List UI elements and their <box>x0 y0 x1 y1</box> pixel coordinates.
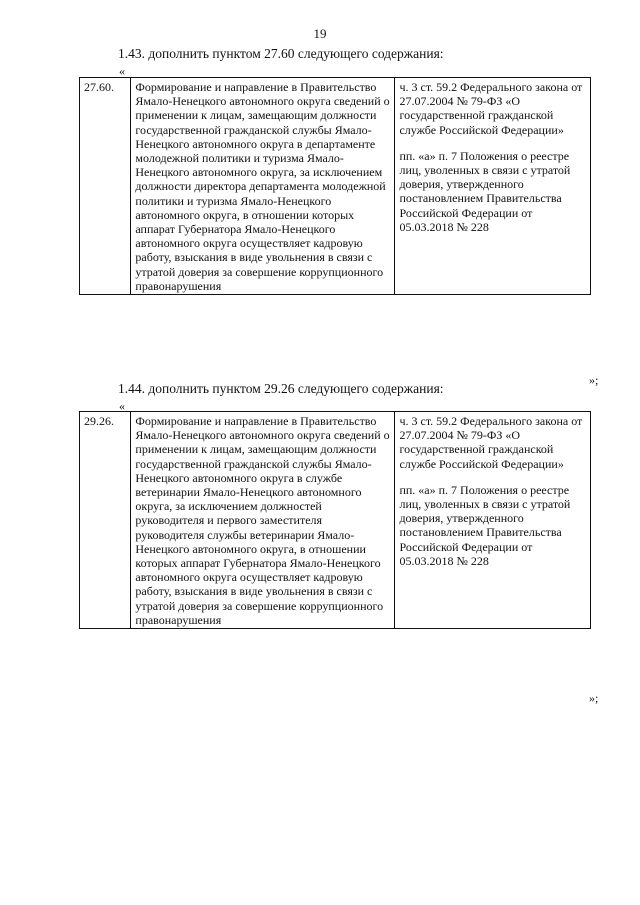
item-number-cell: 29.26. <box>80 412 131 629</box>
page-number: 19 <box>313 26 327 41</box>
legal-basis-law: ч. 3 ст. 59.2 Федерального закона от 27.07.2004 № 79-ФЗ «О государственной гражданской службе Российской Федерации» <box>399 414 583 471</box>
legal-basis-law: ч. 3 ст. 59.2 Федерального закона от 27.07.2004 № 79-ФЗ «О государственной гражданской службе Российской Федерации» <box>399 80 583 137</box>
closing-quote: »; <box>589 373 599 387</box>
opening-quote: « <box>119 64 125 78</box>
item-description-cell: Формирование и направление в Правительство Ямало-Ненецкого автономного округа сведений о применении к лицам, замещающим должности государственной гражданской службы Ямало-Ненецкого автономного округа в департаменте молодежной политики и туризма Ямало-Ненецкого автономного округа, за исключением должности директора департамента молодежной политики и туризма Ямало-Ненецкого автономного округа, в отношении которых аппарат Губернатора Ямало-Ненецкого автономного округа осуществляет кадровую работу, взыскания в виде увольнения в связи с утратой доверия за совершение коррупционного правонарушения <box>131 78 395 295</box>
amendment-intro-1-44: 1.44. дополнить пунктом 29.26 следующего содержания: <box>118 381 444 396</box>
amendment-table-27-60 <box>79 77 591 295</box>
table-row <box>80 78 591 295</box>
legal-basis-regulation: пп. «а» п. 7 Положения о реестре лиц, уволенных в связи с утратой доверия, утвержденного постановлением Правительства Российской Федерации от 05.03.2018 № 228 <box>399 148 571 234</box>
amendment-table-29-26 <box>79 411 591 629</box>
legal-basis-regulation: пп. «а» п. 7 Положения о реестре лиц, уволенных в связи с утратой доверия, утвержденного постановлением Правительства Российской Федерации от 05.03.2018 № 228 <box>399 482 571 568</box>
amendment-intro-1-43: 1.43. дополнить пунктом 27.60 следующего содержания: <box>118 46 444 61</box>
item-description-cell: Формирование и направление в Правительство Ямало-Ненецкого автономного округа сведений о применении к лицам, замещающим должности государственной гражданской службы Ямало-Ненецкого автономного округа в службе ветеринарии Ямало-Ненецкого автономного округа, за исключением должностей руководителя и первого заместителя руководителя службы ветеринарии Ямало-Ненецкого автономного округа, в отношении которых аппарат Губернатора Ямало-Ненецкого автономного округа осуществляет кадровую работу, взыскания в виде увольнения в связи с утратой доверия за совершение коррупционного правонарушения <box>131 412 395 629</box>
legal-basis-cell <box>395 78 591 295</box>
item-number-cell: 27.60. <box>80 78 131 295</box>
table-row <box>80 412 591 629</box>
legal-basis-cell <box>395 412 591 629</box>
closing-quote: »; <box>589 691 599 705</box>
opening-quote: « <box>119 399 125 413</box>
